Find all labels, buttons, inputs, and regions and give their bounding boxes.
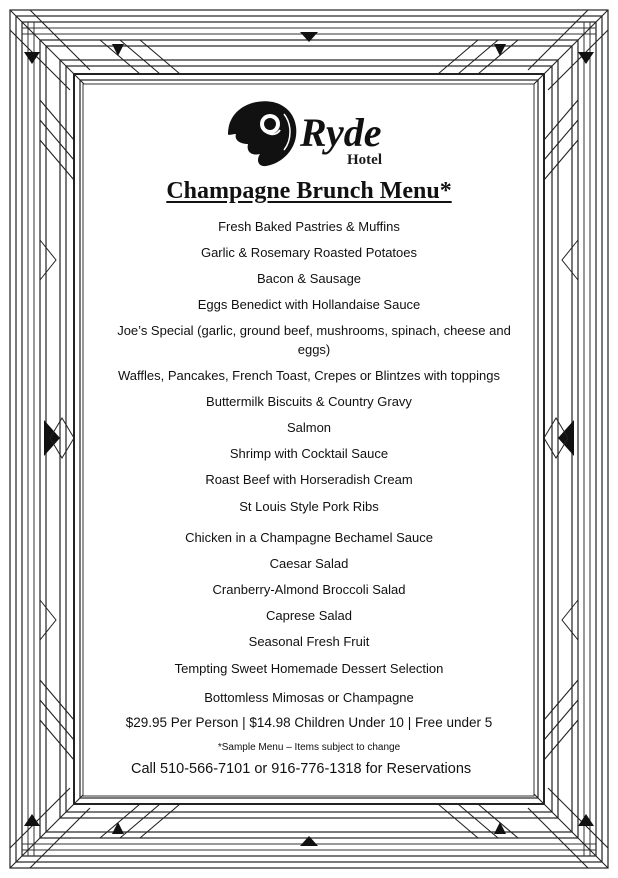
menu-item: Cranberry-Almond Broccoli Salad: [212, 582, 406, 597]
pricing: $29.95 Per Person | $14.98 Children Under 10 | Free under 5: [125, 715, 493, 730]
brand-subtitle: Hotel: [347, 152, 382, 168]
menu-item: Chicken in a Champagne Bechamel Sauce: [185, 530, 433, 545]
menu-item: Joe’s Special (garlic, ground beef, mushrooms, spinach, cheese and eggs): [117, 323, 511, 357]
brand-name: Ryde: [300, 110, 382, 155]
menu-item: Buttermilk Biscuits & Country Gravy: [206, 394, 412, 409]
menu-item: St Louis Style Pork Ribs: [239, 499, 379, 514]
menu-item: Salmon: [286, 420, 332, 435]
menu-item: Garlic & Rosemary Roasted Potatoes: [200, 245, 418, 260]
menu-item: Tempting Sweet Homemade Dessert Selection: [174, 661, 444, 676]
sample-menu-note: *Sample Menu – Items subject to change: [217, 742, 401, 753]
reservations-line: Call 510-566-7101 or 916-776-1318 for Reservations: [131, 761, 472, 777]
menu-item: Bacon & Sausage: [256, 271, 362, 286]
menu-title: Champagne Brunch Menu*: [166, 178, 452, 204]
menu-item: Bottomless Mimosas or Champagne: [204, 690, 414, 705]
menu-item: Fresh Baked Pastries & Muffins: [218, 219, 400, 234]
menu-item: Caprese Salad: [266, 608, 352, 623]
menu-item: Roast Beef with Horseradish Cream: [205, 472, 413, 487]
menu-item: Shrimp with Cocktail Sauce: [229, 446, 389, 461]
menu-item: Caesar Salad: [269, 556, 349, 571]
menu-item: Seasonal Fresh Fruit: [248, 634, 370, 649]
menu-item: Eggs Benedict with Hollandaise Sauce: [197, 297, 421, 312]
menu-item: Waffles, Pancakes, French Toast, Crepes or Blintzes with toppings: [118, 368, 500, 383]
